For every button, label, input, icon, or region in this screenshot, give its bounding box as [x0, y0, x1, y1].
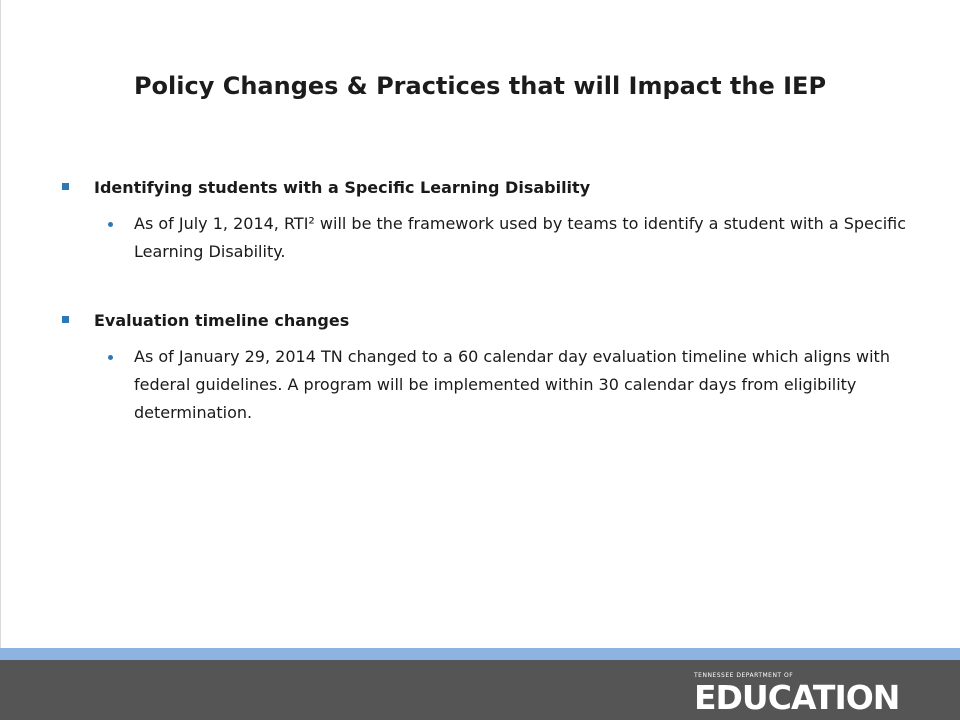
sub-bullet-text: As of July 1, 2014, RTI² will be the framework used by teams to identify a student with a Specific Learning Disability. — [134, 214, 907, 261]
slide-title: Policy Changes & Practices that will Impact the IEP — [133, 72, 827, 100]
section-heading-text: Evaluation timeline changes — [94, 311, 350, 330]
tn-education-logo — [694, 672, 910, 716]
sub-bullet — [108, 343, 918, 427]
section-learning-disability — [58, 176, 918, 266]
logo-department-text: TENNESSEE DEPARTMENT OF — [694, 672, 794, 679]
sub-bullet — [108, 210, 918, 266]
sub-bullet-text: As of January 29, 2014 TN changed to a 60 calendar day evaluation timeline which aligns with federal guidelines. A program will be implemented within 30 calendar days from eligibility determination. — [134, 347, 890, 422]
logo-education-text: EDUCATION — [694, 678, 900, 717]
section-heading — [58, 176, 918, 200]
square-bullet-icon — [62, 316, 69, 323]
section-heading — [58, 309, 918, 333]
square-bullet-icon — [62, 183, 69, 190]
section-heading-text: Identifying students with a Specific Learning Disability — [94, 178, 591, 197]
footer-accent-band — [0, 648, 960, 660]
dot-bullet-icon — [108, 355, 113, 360]
dot-bullet-icon — [108, 222, 113, 227]
section-evaluation-timeline — [58, 309, 918, 427]
